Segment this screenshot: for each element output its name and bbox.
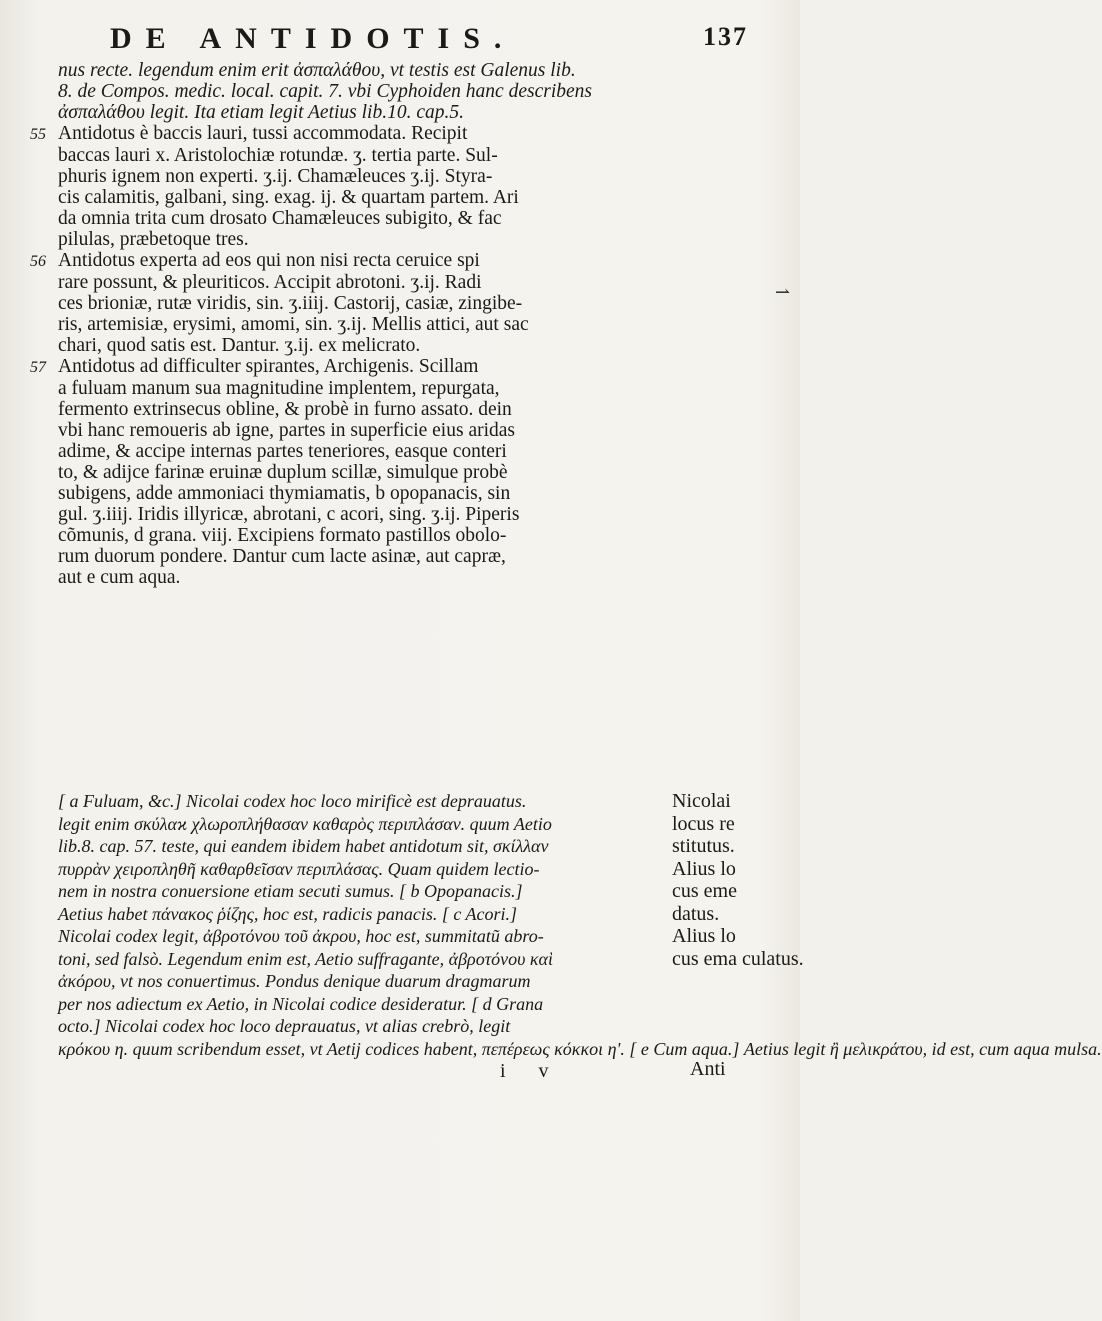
text-line: ris, artemisiæ, erysimi, amomi, sin. ʒ.ij. Mellis attici, aut sac — [58, 314, 529, 335]
text-line: subigens, adde ammoniaci thymiamatis, b opopanacis, sin — [58, 483, 511, 504]
note-line: κρόκου η. quum scribendum esset, vt Aetij codices habent, πεπέρεως κόκκοι η'. [ e Cum aqua.] Aetius legit ἢ μελικράτου, id est, cum aqua mulsa. — [58, 1038, 1102, 1059]
text-line: pilulas, præbetoque tres. — [58, 229, 249, 250]
text-line: ces brioniæ, rutæ viridis, sin. ʒ.iiij. Castorij, casiæ, zingibe- — [58, 293, 523, 314]
running-head: DE ANTIDOTIS. — [110, 22, 516, 55]
text-line: ἀσπαλάθου legit. Ita etiam legit Aetius lib.10. cap.5. — [58, 102, 464, 123]
main-text — [30, 60, 758, 588]
text-line: aut e cum aqua. — [58, 567, 181, 588]
note-line: [ a Fuluam, &c.] Nicolai codex hoc loco mirificè est deprauatus. — [58, 791, 527, 811]
note-line: lib.8. cap. 57. teste, qui eandem ibidem habet antidotum sit, σκίλλαν — [58, 836, 549, 856]
note-line: octo.] Nicolai codex hoc loco deprauatus, vt alias crebrò, legit — [58, 1016, 511, 1036]
side-line: Nicolai — [672, 790, 731, 812]
text-line: phuris ignem non experti. ʒ.ij. Chamæleuces ʒ.ij. Styra- — [58, 166, 493, 187]
note-line: πυρρὰν χειροπληθῆ καθαρθεῖσαν περιπλάσας. Quam quidem lectio- — [58, 858, 540, 879]
side-line: cus eme — [672, 880, 737, 902]
text-line: 57 Antidotus ad difficulter spirantes, Archigenis. Scillam — [30, 356, 479, 377]
note-line: per nos adiectum ex Aetio, in Nicolai codice desideratur. [ d Grana — [58, 993, 544, 1014]
note-line: legit enim σκύλαϰ χλωροπλήθασαν καθαρὸς περιπλάσαν. quum Aetio — [58, 813, 552, 834]
text-line: gul. ʒ.iiij. Iridis illyricæ, abrotani, c acori, sing. ʒ.ij. Piperis — [58, 504, 520, 525]
page-header — [0, 14, 800, 58]
text-line: cõmunis, d grana. viij. Excipiens formato pastillos obolo- — [58, 525, 507, 546]
text-line: to, & adijce farinæ eruinæ duplum scillæ, simulque probè — [58, 462, 508, 483]
entry-number: 55 — [30, 126, 46, 143]
text-line: 8. de Compos. medic. local. capit. 7. vbi Cyphoiden hanc describens — [58, 81, 592, 102]
text-line: baccas lauri x. Aristolochiæ rotundæ. ʒ. tertia parte. Sul- — [58, 145, 498, 166]
catchword: Anti — [690, 1058, 726, 1080]
text-line: rare possunt, & pleuriticos. Accipit abrotoni. ʒ.ij. Radi — [58, 272, 482, 293]
side-line: cus ema culatus. — [672, 947, 804, 970]
text-line: a fuluam manum sua magnitudine implentem, repurgata, — [58, 378, 500, 399]
entry-number: 56 — [30, 253, 46, 270]
text-line: rum duorum pondere. Dantur cum lacte asinæ, aut capræ, — [58, 546, 506, 567]
note-line: Aetius habet πάνακος ῥίζης, hoc est, radicis panacis. [ c Acori.] — [58, 903, 518, 924]
side-line: Alius lo — [672, 857, 736, 880]
text-line: vbi hanc remoueris ab igne, partes in superficie eius aridas — [58, 420, 516, 441]
text-line: chari, quod satis est. Dantur. ʒ.ij. ex melicrato. — [58, 335, 421, 356]
side-line: datus. — [672, 902, 720, 925]
text-line: 55 Antidotus è baccis lauri, tussi accommodata. Recipit — [30, 123, 468, 144]
margin-mark: ⇀ — [775, 282, 791, 303]
note-line: Nicolai codex legit, ἀβροτόνου τοῦ ἀκρου, hoc est, summitatũ abro- — [58, 926, 544, 946]
note-line: ἀκόρου, vt nos conuertimus. Pondus denique duarum dragmarum — [58, 971, 531, 991]
side-line: stitutus. — [672, 835, 735, 857]
note-line: toni, sed falsò. Legendum enim est, Aetio suffragante, ἀβροτόνου καὶ — [58, 948, 553, 969]
side-line: locus re — [672, 812, 735, 835]
note-line: nem in nostra conuersione etiam secuti sumus. [ b Opopanacis.] — [58, 881, 523, 901]
side-notes — [672, 790, 804, 970]
text-line: cis calamitis, galbani, sing. exag. ij. & quartam partem. Ari — [58, 187, 519, 208]
text-line: da omnia trita cum drosato Chamæleuces subigito, & fac — [58, 208, 502, 229]
text-line: adime, & accipe internas partes teneriores, easque conteri — [58, 441, 507, 462]
text-line: fermento extrinsecus obline, & probè in furno assato. dein — [58, 399, 512, 420]
entry-number: 57 — [30, 359, 46, 376]
side-line: Alius lo — [672, 925, 736, 947]
page-number: 137 — [703, 22, 748, 51]
text-line: 56 Antidotus experta ad eos qui non nisi recta ceruice spi — [30, 250, 480, 271]
text-line: nus recte. legendum enim erit ἀσπαλάθου, vt testis est Galenus lib. — [58, 60, 576, 81]
signature-mark: i v — [500, 1060, 563, 1082]
